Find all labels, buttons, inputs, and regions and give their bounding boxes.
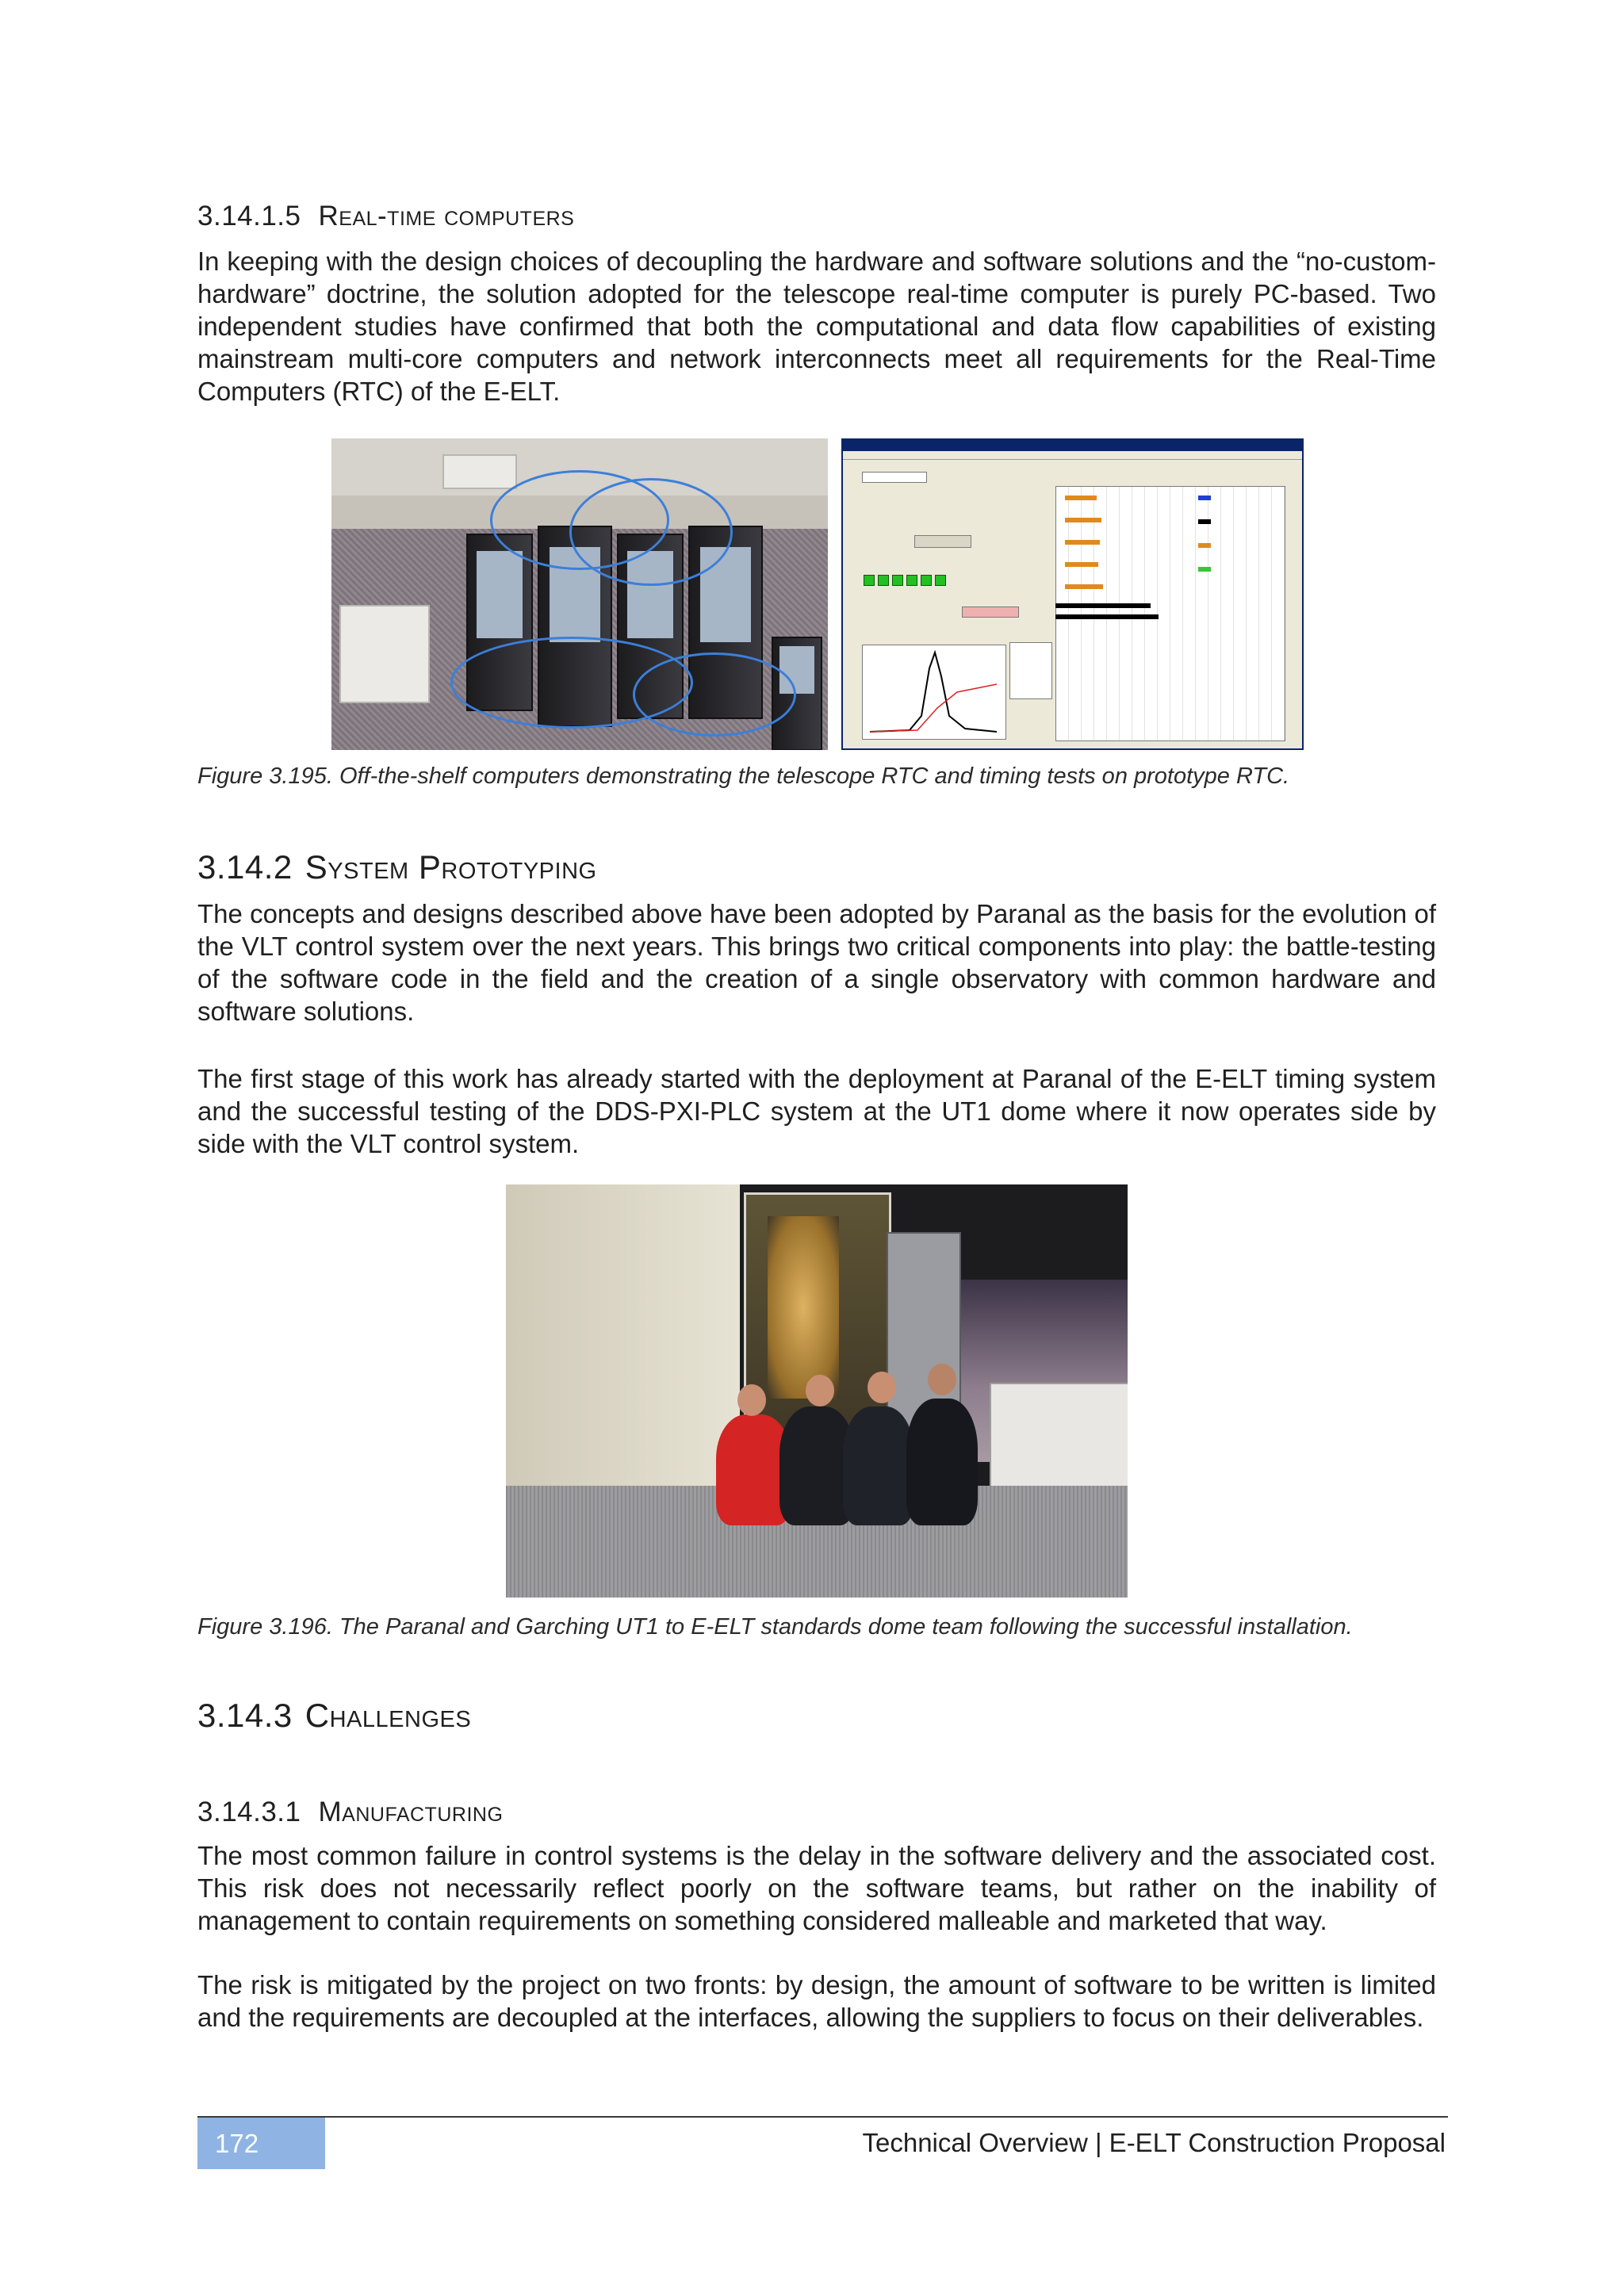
section-number: 3.14.2 <box>197 848 293 886</box>
body-paragraph: The concepts and designs described above have been adopted by Paranal as the basis for the evolution of the VLT control system over the next years. This brings two critical components into play: the battle-testing of the software code in the field and the creation of a single observatory with common hardware and software solutions. <box>197 899 1436 1026</box>
body-paragraph: In keeping with the design choices of decoupling the hardware and software solutions and the “no-custom-hardware” doctrine, the solution adopted for the telescope real-time computer is purely PC-based. Two independent studies have confirmed that both the computational and data flow capabilities of existing mainstream multi-core computers and network interconnects meet all requirements for the Real-Time Computers (RTC) of the E-ELT. <box>197 247 1436 406</box>
section-title: Challenges <box>304 1697 472 1734</box>
section-number: 3.14.3.1 <box>197 1797 301 1827</box>
section-heading-challenges <box>197 1697 471 1735</box>
subsection-heading-manufacturing <box>197 1797 503 1828</box>
section-title: System Prototyping <box>304 848 597 886</box>
section-number: 3.14.3 <box>197 1697 293 1734</box>
subsection-heading-real-time-computers <box>197 201 574 232</box>
figure-caption: Figure 3.195. Off-the-shelf computers demonstrating the telescope RTC and timing tests on prototype RTC. <box>197 763 1290 789</box>
body-paragraph: The risk is mitigated by the project on two fronts: by design, the amount of software to be written is limited and the requirements are decoupled at the interfaces, allowing the suppliers to focus on their deliverables. <box>197 1970 1436 2032</box>
footer-rule <box>197 2116 1448 2118</box>
rtc-computers-photo <box>331 438 828 750</box>
body-paragraph: The first stage of this work has already started with the deployment at Paranal of the E-ELT timing system and the successful testing of the DDS-PXI-PLC system at the UT1 dome where it now operates side by side with the VLT control system. <box>197 1064 1436 1158</box>
section-title: Manufacturing <box>318 1797 504 1827</box>
dome-team-photo <box>506 1184 1128 1598</box>
body-paragraph: The most common failure in control systems is the delay in the software delivery and the associated cost. This risk does not necessarily reflect poorly on the software teams, but rather on the inability of management to contain requirements on something considered malleable and marketed that way. <box>197 1841 1436 1935</box>
section-number: 3.14.1.5 <box>197 201 301 232</box>
section-heading-system-prototyping <box>197 848 597 886</box>
page-number: 172 <box>197 2118 325 2169</box>
footer-title: Technical Overview | E-ELT Construction Proposal <box>862 2128 1446 2157</box>
timing-test-screenshot <box>841 438 1304 750</box>
section-title: Real-time computers <box>318 201 575 232</box>
figure-caption: Figure 3.196. The Paranal and Garching UT1 to E-ELT standards dome team following the successful installation. <box>197 1614 1353 1640</box>
histogram-plot <box>862 645 1005 738</box>
